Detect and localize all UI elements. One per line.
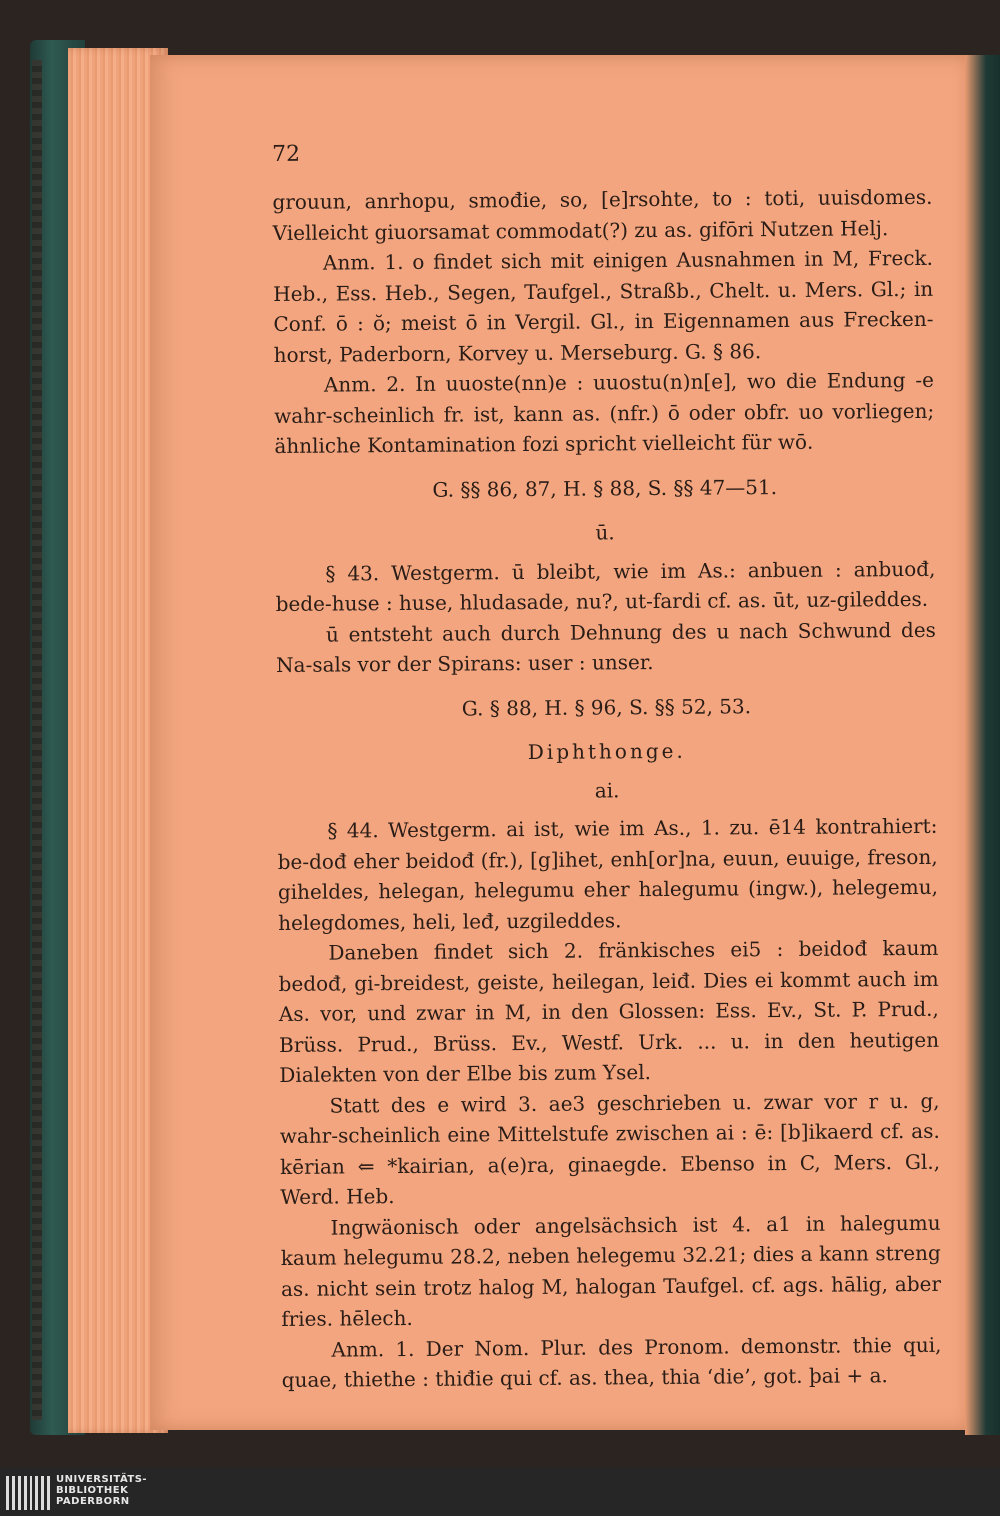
- paragraph-p11: § 44. Westgerm. ai ist, wie im As., 1. zu. ē14 kontrahiert: be-dođ eher beidođ (fr.), [g]ihet, enh[or]na, euun, euuige, freson, giheldes, helegan, helegumu eher halegumu (ingw.), helegemu, helegdomes, heli, leđ, uzgileddes.: [277, 813, 938, 935]
- library-logo-icon: [6, 1476, 50, 1510]
- library-name: UNIVERSITÄTS- BIBLIOTHEK PADERBORN: [56, 1474, 148, 1507]
- paragraph-p10: ai.: [594, 777, 620, 802]
- paragraph-p13: Statt des e wird 3. ae3 geschrieben u. zwar vor r u. g, wahr-scheinlich eine Mittelstufe zwischen ai : ē: [b]ikaerd cf. as. kērian ⇐ *kairian, a(e)ra, ginaegde. Ebenso in C, Mers. Gl., Werd. Heb.: [279, 1088, 941, 1209]
- paragraph-p15: Anm. 1. Der Nom. Plur. des Pronom. demonstr. thie qui, quae, thiethe : thiđie qui cf. as. thea, thia ‘die’, got. þai + a.: [281, 1332, 942, 1392]
- paragraph-p6: § 43. Westgerm. ū bleibt, wie im As.: anbuen : anbuođ, bede-huse : huse, hludasade, nu?, ut-fardi cf. as. ūt, uz-gileddes.: [275, 556, 936, 616]
- text-flow: [272, 182, 941, 1396]
- paragraph-p3: Anm. 2. In uuoste(nn)e : uuostu(n)n[e], wo die Endung -e wahr-scheinlich fr. ist, kann as. (nfr.) ō oder obfr. uo vorliegen; ähnliche Kontamination fozi spricht vielleicht für wō.: [274, 367, 935, 458]
- paragraph-p12: Daneben findet sich 2. fränkisches ei5 : beidođ kaum bedođ, gi-breidest, geiste, heilegan, leiđ. Dies ei kommt auch im As. vor, und zwar in M, in den Glossen: Ess. Ev., St. P. Prud., Brüss. Prud., Brüss. Ev., Westf. Urk. ... u. in den heutigen Dialekten von der Elbe bis zum Ysel.: [278, 935, 940, 1087]
- binding-cloth: [32, 60, 42, 1420]
- page-number: 72: [272, 141, 301, 167]
- paragraph-p4: G. §§ 86, 87, H. § 88, S. §§ 47—51.: [432, 474, 778, 502]
- right-cover-edge: [965, 55, 1000, 1435]
- library-footer: [0, 1468, 1000, 1516]
- paragraph-p9: Diphthonge.: [527, 738, 686, 765]
- paragraph-p8: G. § 88, H. § 96, S. §§ 52, 53.: [461, 693, 752, 721]
- paragraph-p7: ū entsteht auch durch Dehnung des u nach Schwund des Na-sals vor der Spirans: user : unser.: [276, 617, 936, 677]
- paragraph-p5: ū.: [595, 520, 615, 545]
- paragraph-p1: grouun, anrhopu, smođie, so, [e]rsohte, to : toti, uuisdomes. Vielleicht giuorsamat commodat(?) zu as. gifōri Nutzen Helj.: [272, 184, 933, 245]
- paragraph-p14: Ingwäonisch oder angelsächsich ist 4. a1 in halegumu kaum helegumu 28.2, neben helegemu 32.21; dies a kann streng as. nicht sein trotz halog M, halogan Taufgel. cf. ags. hālig, aber fries. hēlech.: [280, 1210, 942, 1331]
- paragraph-p2: Anm. 1. o findet sich mit einigen Ausnahmen in M, Freck. Heb., Ess. Heb., Segen, Taufgel., Straßb., Chelt. u. Mers. Gl.; in Conf. ō : ŏ; meist ō in Vergil. Gl., in Eigennamen aus Frecken-horst, Paderborn, Korvey u. Merseburg. G. § 86.: [273, 245, 934, 367]
